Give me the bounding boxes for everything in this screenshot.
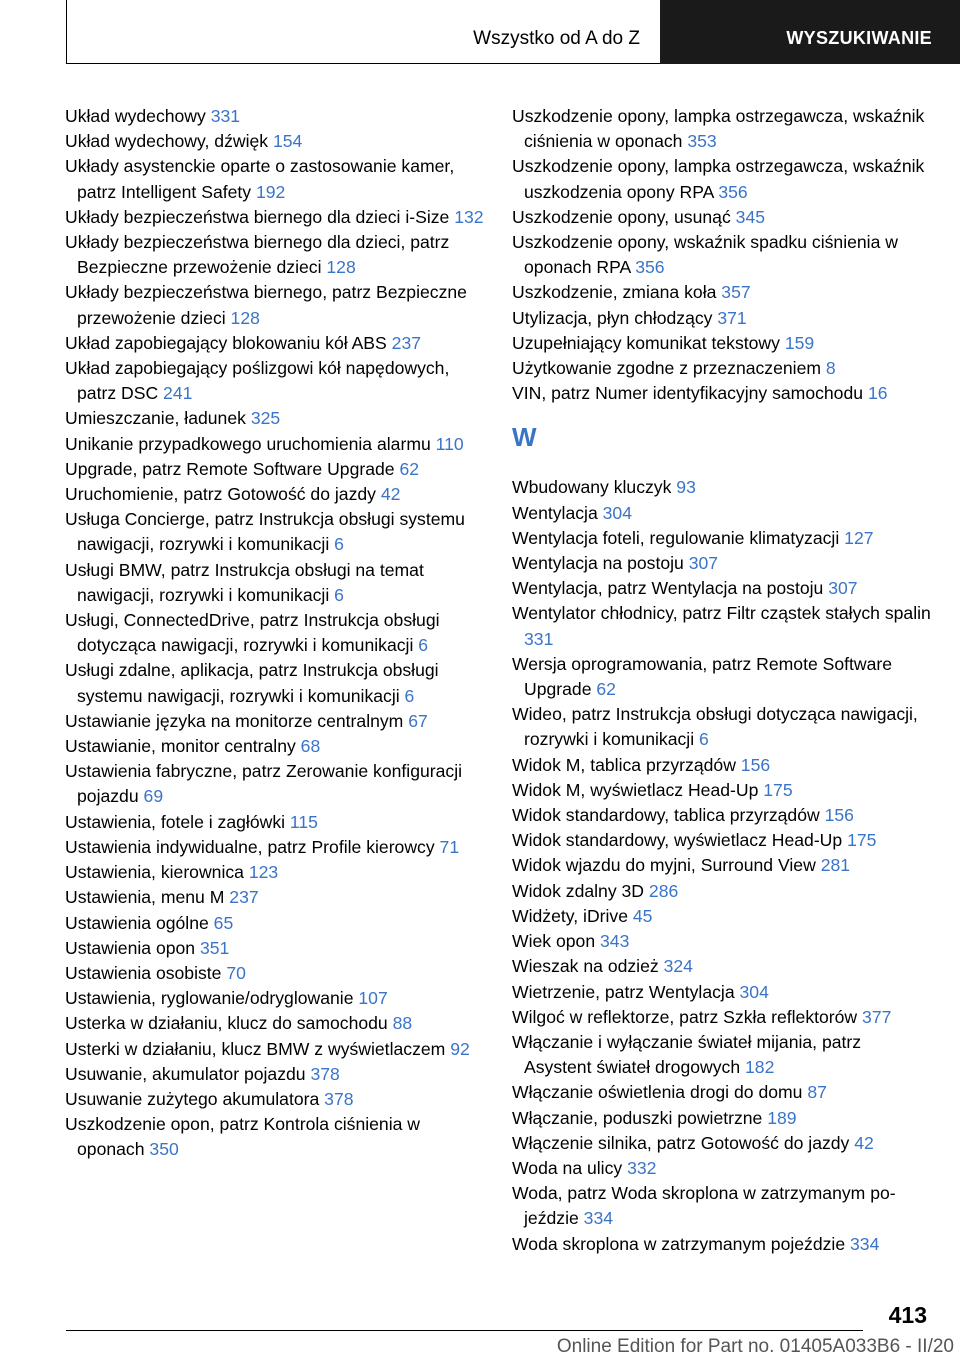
index-entry-page-link[interactable]: 350 (149, 1139, 179, 1160)
index-entry (65, 1087, 485, 1112)
index-entry-term: Usuwanie, akumulator pojazdu (65, 1063, 306, 1084)
index-entry (512, 331, 932, 356)
index-entry-page-link[interactable]: 93 (676, 477, 696, 498)
index-entry-term: Usterka w działaniu, klucz do samochodu (65, 1013, 388, 1034)
index-entry-page-link[interactable]: 237 (391, 332, 422, 353)
index-entry (65, 129, 485, 154)
index-entry-term: Układ wydechowy (65, 106, 206, 126)
index-entry-page-link[interactable]: 92 (450, 1038, 470, 1059)
index-entry (512, 1106, 932, 1131)
index-entry (65, 1062, 485, 1087)
index-entry-term: Ustawienia, kierownica (65, 862, 244, 883)
index-entry-term: Woda na ulicy (512, 1157, 623, 1178)
index-entry-page-link[interactable]: 175 (763, 779, 793, 800)
index-entry-term: Umieszczanie, ładunek (65, 408, 246, 429)
index-entry-term: Uszkodzenie, zmiana koła (512, 282, 717, 303)
index-entry (65, 406, 485, 431)
index-entry (65, 230, 485, 280)
index-entry-term: Wentylacja, patrz Wentylacja na postoju (512, 578, 824, 599)
index-entry-page-link[interactable]: 70 (226, 962, 246, 983)
index-entry (512, 280, 932, 305)
index-entry (65, 936, 485, 961)
index-entry-page-link[interactable]: 357 (721, 282, 751, 303)
index-entry-page-link[interactable]: 45 (632, 905, 653, 926)
index-entry (512, 1030, 932, 1080)
header-section-title: Wszystko od A do Z (473, 28, 640, 49)
index-entry-page-link[interactable]: 334 (583, 1208, 614, 1229)
index-entry-term: Wersja oprogramowania, patrz Remote Software Upgrade (512, 653, 893, 700)
index-entry-term: Widok standardowy, tablica przyrządów (512, 805, 820, 826)
index-entry (65, 658, 485, 708)
index-entry (65, 104, 485, 129)
index-entry-term: Widok M, tablica przyrządów (512, 754, 736, 775)
index-entry-page-link[interactable]: 324 (663, 956, 693, 977)
index-entry (512, 230, 932, 280)
index-entry-page-link[interactable]: 115 (289, 811, 318, 832)
index-entry-term: Wbudowany kluczyk (512, 477, 672, 498)
index-entry-page-link[interactable]: 304 (739, 981, 769, 1002)
index-entry-page-link[interactable]: 154 (272, 131, 303, 152)
index-entry-page-link[interactable]: 156 (740, 754, 771, 775)
index-entry (65, 432, 485, 457)
index-group-w (512, 475, 932, 1256)
index-entry (65, 558, 485, 608)
index-entry-page-link[interactable]: 192 (255, 181, 286, 202)
index-entry-term: Wideo, patrz Instrukcja obsługi dotycząca nawigacji, rozrywki i komunikacji (512, 704, 918, 750)
index-entry-page-link[interactable]: 127 (844, 527, 874, 548)
index-entry (512, 1156, 932, 1181)
index-entry-page-link[interactable]: 237 (229, 887, 259, 908)
index-entry (65, 331, 485, 356)
index-entry (512, 475, 932, 500)
index-entry (65, 356, 485, 406)
index-entry-term: Ustawienia opon (65, 937, 196, 958)
index-entry-term: Uruchomienie, patrz Gotowość do jazdy (65, 484, 376, 505)
index-entry (512, 652, 932, 702)
index-entry-term: Wietrzenie, patrz Wentylacja (512, 981, 735, 1002)
index-entry (65, 154, 485, 204)
index-entry-term: Usterki w działaniu, klucz BMW z wyświetlaczem (65, 1038, 446, 1059)
index-entry-page-link[interactable]: 16 (867, 383, 888, 404)
index-entry (65, 457, 485, 482)
index-entry (65, 482, 485, 507)
index-entry (512, 803, 932, 828)
index-entry-page-link[interactable]: 353 (687, 131, 717, 152)
index-entry-term: Utylizacja, płyn chłodzący (512, 307, 713, 328)
index-entry-term: Wentylacja (512, 502, 598, 523)
index-entry-term: Układ zapobiegający poślizgowi kół napędowych, patrz DSC (65, 358, 450, 404)
index-entry-term: Woda skroplona w zatrzymanym pojeździe (512, 1233, 846, 1254)
index-entry (65, 1011, 485, 1036)
index-entry-term: VIN, patrz Numer identyfikacyjny samochodu (512, 383, 864, 404)
page-number: 413 (888, 1302, 927, 1328)
index-entry (512, 702, 932, 752)
index-entry (65, 835, 485, 860)
index-entry-term: Uzupełniający komunikat tekstowy (512, 332, 780, 353)
index-entry (65, 759, 485, 809)
index-entry (65, 608, 485, 658)
index-entry-page-link[interactable]: 281 (820, 855, 851, 876)
index-entry-page-link[interactable]: 356 (635, 257, 665, 278)
index-entry (65, 734, 485, 759)
index-entry-term: Układ wydechowy, dźwięk (65, 131, 269, 152)
index-entry-page-link[interactable]: 343 (600, 931, 630, 952)
index-entry (512, 853, 932, 878)
page-header (66, 0, 960, 64)
index-entry-term: Włączanie i wyłączanie świateł mijania, patrz Asystent świateł drogowych (512, 1031, 862, 1078)
index-entry-term: Widżety, iDrive (512, 905, 628, 926)
index-entry (512, 501, 932, 526)
index-entry (65, 860, 485, 885)
index-entry (512, 1080, 932, 1105)
index-entry (65, 1112, 485, 1162)
index-entry (512, 929, 932, 954)
index-entry-term: Usuwanie zużytego akumulatora (65, 1088, 320, 1109)
section-letter: W (512, 422, 537, 453)
index-entry-term: Ustawianie, monitor centralny (65, 736, 296, 757)
index-entry-term: Usługi zdalne, aplikacja, patrz Instrukcja obsługi systemu nawigacji, rozrywki i komunikacji (65, 660, 439, 706)
header-rule-bottom (66, 63, 660, 64)
index-entry (512, 551, 932, 576)
index-entry-page-link[interactable]: 42 (854, 1132, 874, 1153)
index-entry-term: Układy bezpieczeństwa biernego, patrz Bezpieczne przewożenie dzieci (65, 282, 467, 328)
index-entry (65, 885, 485, 910)
index-entry-page-link[interactable]: 132 (454, 206, 484, 227)
index-entry (512, 526, 932, 551)
index-entry-term: Widok M, wyświetlacz Head-Up (512, 779, 759, 800)
index-entry-page-link[interactable]: 8 (825, 358, 836, 379)
index-entry (65, 911, 485, 936)
index-entry-page-link[interactable]: 351 (199, 937, 230, 958)
index-entry-page-link[interactable]: 332 (627, 1157, 657, 1178)
index-entry-term: Uszkodzenie opony, lampka ostrzegawcza, wskaźnik uszkodzenia opony RPA (512, 156, 925, 202)
index-entry (512, 381, 932, 406)
index-entry-term: Ustawienia osobiste (65, 962, 222, 983)
index-entry-term: Woda, patrz Woda skroplona w zatrzymanym pojeździe (512, 1183, 896, 1229)
index-entry-term: Układy bezpieczeństwa biernego dla dzieci, patrz Bezpieczne przewożenie dzieci (65, 232, 450, 278)
index-entry-page-link[interactable]: 304 (602, 502, 632, 523)
index-entry-term: Włączanie, poduszki powietrzne (512, 1107, 763, 1128)
index-entry-term: Włączanie oświetlenia drogi do domu (512, 1082, 803, 1103)
index-entry-page-link[interactable]: 128 (230, 307, 260, 328)
index-entry-term: Usługi BMW, patrz Instrukcja obsługi na temat nawigacji, rozrywki i komunikacji (65, 559, 424, 605)
index-entry-term: Wieszak na odzież (512, 956, 659, 977)
index-entry-page-link[interactable]: 241 (163, 383, 193, 404)
index-entry (512, 576, 932, 601)
index-column-left (65, 104, 485, 1163)
index-entry-term: Użytkowanie zgodne z przeznaczeniem (512, 358, 822, 379)
index-entry (65, 1037, 485, 1062)
index-entry-page-link[interactable]: 6 (404, 685, 415, 706)
index-entry-page-link[interactable]: 345 (735, 206, 766, 227)
index-entry-term: Uszkodzenie opony, usunąć (512, 206, 731, 227)
index-entry-page-link[interactable]: 128 (326, 257, 356, 278)
index-entry (65, 205, 485, 230)
index-entry-term: Ustawienia, fotele i zagłówki (65, 811, 286, 832)
index-entry-page-link[interactable]: 6 (334, 584, 344, 605)
header-rule-left (66, 0, 67, 64)
index-entry-term: Układy bezpieczeństwa biernego dla dzieci i-Size (65, 206, 450, 227)
index-entry (512, 954, 932, 979)
index-entry-page-link[interactable]: 325 (250, 408, 281, 429)
index-entry-page-link[interactable]: 88 (392, 1013, 413, 1034)
header-tab-label: WYSZUKIWANIE (786, 28, 932, 48)
index-entry (65, 709, 485, 734)
index-entry-page-link[interactable]: 62 (596, 679, 616, 700)
index-entry-page-link[interactable]: 71 (439, 836, 460, 857)
index-entry (512, 356, 932, 381)
index-entry-page-link[interactable]: 156 (824, 805, 854, 826)
header-tab (660, 0, 960, 64)
index-entry (65, 986, 485, 1011)
index-entry-page-link[interactable]: 65 (213, 912, 234, 933)
index-entry-term: Włączenie silnika, patrz Gotowość do jazdy (512, 1132, 850, 1153)
index-entry-term: Unikanie przypadkowego uruchomienia alarmu (65, 433, 431, 454)
index-entry-page-link[interactable]: 110 (435, 433, 464, 454)
index-entry-term: Uszkodzenie opon, patrz Kontrola ciśnienia w oponach (65, 1114, 421, 1160)
index-entry (512, 753, 932, 778)
index-entry-term: Widok zdalny 3D (512, 880, 645, 901)
index-column-right (512, 104, 932, 1257)
index-entry-term: Usługi, ConnectedDrive, patrz Instrukcja obsługi dotycząca nawigacji, rozrywki i komunikacji (65, 610, 440, 656)
index-entry-page-link[interactable]: 334 (850, 1233, 880, 1254)
footer-rule (66, 1330, 863, 1331)
index-entry (512, 154, 932, 204)
index-entry-term: Układy asystenckie oparte o zastosowanie kamer, patrz Intelligent Safety (65, 156, 455, 202)
index-entry-page-link[interactable]: 68 (300, 736, 321, 757)
index-entry-page-link[interactable]: 175 (847, 830, 877, 851)
index-entry-page-link[interactable]: 378 (310, 1063, 340, 1084)
index-entry-term: Ustawienia ogólne (65, 912, 209, 933)
index-entry-page-link[interactable]: 69 (143, 786, 164, 807)
index-entry-term: Ustawianie języka na monitorze centralnym (65, 710, 404, 731)
index-entry (512, 778, 932, 803)
index-entry (512, 306, 932, 331)
index-entry-term: Wilgoć w reflektorze, patrz Szkła reflektorów (512, 1006, 858, 1027)
index-entry (512, 1232, 932, 1257)
index-entry (512, 1181, 932, 1231)
index-entry (512, 1131, 932, 1156)
index-entry (65, 507, 485, 557)
index-entry (512, 904, 932, 929)
index-entry-term: Wentylator chłodnicy, patrz Filtr cząstek stałych spalin (512, 603, 931, 624)
index-entry-page-link[interactable]: 87 (807, 1082, 827, 1103)
index-entry-page-link[interactable]: 6 (699, 729, 709, 750)
index-entry-page-link[interactable]: 331 (210, 106, 241, 126)
index-entry-page-link[interactable]: 182 (745, 1057, 775, 1078)
index-entry-page-link[interactable]: 377 (862, 1006, 892, 1027)
index-group-v (512, 104, 932, 406)
index-entry-page-link[interactable]: 6 (418, 635, 429, 656)
index-entry-page-link[interactable]: 371 (717, 307, 747, 328)
index-entry-term: Uszkodzenie opony, lampka ostrzegawcza, wskaźnik ciśnienia w oponach (512, 106, 925, 152)
index-entry-page-link[interactable]: 6 (334, 534, 344, 555)
index-entry-page-link[interactable]: 67 (408, 710, 428, 731)
index-entry (512, 205, 932, 230)
index-entry-page-link[interactable]: 159 (784, 332, 815, 353)
index-entry-term: Wentylacja na postoju (512, 553, 684, 574)
index-entry-term: Widok standardowy, wyświetlacz Head-Up (512, 830, 843, 851)
footer-edition: Online Edition for Part no. 01405A033B6 - II/20 (556, 1336, 954, 1357)
index-entry (65, 810, 485, 835)
index-entry (65, 280, 485, 330)
index-entry (512, 1005, 932, 1030)
index-entry-page-link[interactable]: 107 (358, 988, 388, 1009)
index-entry-term: Widok wjazdu do myjni, Surround View (512, 855, 816, 876)
index-entry-term: Ustawienia, menu M (65, 887, 225, 908)
index-entry-page-link[interactable]: 123 (248, 862, 279, 883)
index-entry-page-link[interactable]: 307 (688, 553, 719, 574)
index-entry-page-link[interactable]: 189 (767, 1107, 797, 1128)
index-entry-term: Ustawienia indywidualne, patrz Profile kierowcy (65, 836, 435, 857)
index-entry-page-link[interactable]: 331 (524, 628, 554, 649)
index-entry-term: Ustawienia, ryglowanie/odryglowanie (65, 988, 354, 1009)
index-entry-term: Ustawienia fabryczne, patrz Zerowanie konfiguracji pojazdu (65, 761, 463, 807)
index-entry-term: Wentylacja foteli, regulowanie klimatyzacji (512, 527, 840, 548)
index-entry-term: Uszkodzenie opony, wskaźnik spadku ciśnienia w oponach RPA (512, 232, 898, 278)
index-entry-page-link[interactable]: 378 (324, 1088, 354, 1109)
index-entry-page-link[interactable]: 62 (399, 458, 420, 479)
index-entry (65, 961, 485, 986)
index-entry-term: Usługa Concierge, patrz Instrukcja obsługi systemu nawigacji, rozrywki i komunikacji (65, 509, 465, 555)
index-entry (512, 828, 932, 853)
index-entry-page-link[interactable]: 286 (648, 880, 679, 901)
index-entry (512, 980, 932, 1005)
index-entry-term: Układ zapobiegający blokowaniu kół ABS (65, 332, 387, 353)
index-entry-page-link[interactable]: 307 (828, 578, 858, 599)
index-entry-page-link[interactable]: 42 (380, 484, 401, 505)
index-entry (512, 104, 932, 154)
index-entry-term: Wiek opon (512, 931, 596, 952)
index-entry (512, 879, 932, 904)
index-entry-term: Upgrade, patrz Remote Software Upgrade (65, 458, 395, 479)
index-entry-page-link[interactable]: 356 (718, 181, 748, 202)
index-entry (512, 601, 932, 651)
